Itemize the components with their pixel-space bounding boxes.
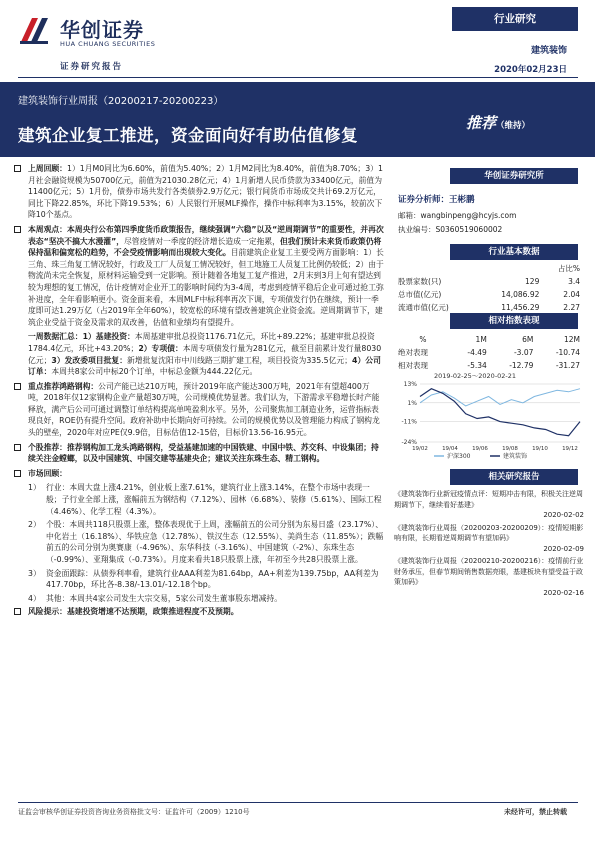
bullet-icon xyxy=(14,444,21,451)
section-label: 重点推荐鸿路钢构： xyxy=(28,381,99,391)
risk-warning xyxy=(14,606,384,618)
cell: -3.07 xyxy=(513,348,534,357)
market-item xyxy=(14,519,384,565)
row-label: 相对表现 xyxy=(398,361,428,370)
header-cell: 1M xyxy=(475,335,487,344)
cell: -4.49 xyxy=(467,348,487,357)
cell: 129 xyxy=(525,277,540,286)
chart-ticks xyxy=(401,381,577,460)
x-tick-label: 19/12 xyxy=(562,446,578,452)
industry-label: 建筑装饰 xyxy=(530,46,567,56)
analyst-email: 邮箱：wangbinpeng@hcyjs.com xyxy=(398,211,517,220)
cell: 14,086.92 xyxy=(501,290,540,299)
related-report-date: 2020-02-16 xyxy=(543,588,584,597)
company-logo xyxy=(18,14,52,48)
analyst xyxy=(398,193,475,205)
item-text: 本周专项债发行量为281亿元，截至目前累计发行量8030亿元； xyxy=(28,343,382,365)
table-row xyxy=(396,276,582,287)
banner-subtitle: 建筑装饰行业周报（20200217-20200223） xyxy=(18,96,224,107)
header-cell: 6M xyxy=(522,335,534,344)
last-week-review xyxy=(14,163,384,221)
row-label: 流通市值(亿元) xyxy=(398,303,449,312)
related-report-item[interactable] xyxy=(394,523,584,555)
row-label: 绝对表现 xyxy=(398,348,428,357)
y-tick-label: 13% xyxy=(403,381,417,388)
x-tick-label: 19/08 xyxy=(502,446,518,452)
emphasis-text: 本周央行公布第四季度货币政策报告，继续强调“六稳”以及“逆周期调节”的重要性，并再次表态“坚决不搞大水漫灌”， xyxy=(28,224,384,246)
series-line-0 xyxy=(420,389,580,406)
section-label: 风险提示： xyxy=(28,607,67,617)
section-label: 本周观点： xyxy=(28,224,67,234)
header-cell xyxy=(396,263,477,274)
y-tick-label: 1% xyxy=(407,399,417,407)
section-text: 目前建筑企业复工主要受两方面影响：1）长三角、珠三角复工情况较好，行政及工厂人员复工情况较好，但工地施工人员复工比例仍较低；2）由于物流尚未完全恢复，原材料运输受到一定影响。预计随着各地复工复产推进，2月末到3月上旬有望达到较为理想的复工情况，估计疫情对企业开工的影响时间约为3-4周，考虑到疫情平稳后企业可通过抢工弥补进度，全年看影响更小。资金面来看，本周MLF中标利率再次下调，专项债发行仍在继续，预计一季度即可达1.29万亿（占2019年全年60%），较宽松的环境有望改善建筑企业资金流。逆周期调节下，建筑企业受益于资金及需求的双改善，估值和业绩均有望提升。 xyxy=(28,248,384,327)
section-label: 市场回顾： xyxy=(28,468,67,478)
section-label: 一周数据汇总： xyxy=(28,332,83,342)
section-text: 基建投资增速不达预期，政策推进程度不及预期。 xyxy=(66,607,239,617)
analyst-cert: 执业编号：S0360519060002 xyxy=(398,225,503,234)
market-review xyxy=(14,468,384,480)
related-research-bar: 相关研究报告 xyxy=(450,469,578,485)
footer-divider xyxy=(18,802,578,803)
item-text: 新增批复沈阳市中川线路三期扩建工程，项目投资为335.5亿元； xyxy=(127,355,353,365)
analyst-name: 王彬鹏 xyxy=(449,195,475,205)
basic-data-table xyxy=(394,261,584,315)
related-report-date: 2020-02-09 xyxy=(543,544,584,553)
table-row xyxy=(396,289,582,300)
table-row xyxy=(396,302,582,313)
y-tick-label: -11% xyxy=(401,418,417,426)
section-text: 尽管疫情对一季度的经济增长造成一定拖累， xyxy=(124,236,280,246)
emphasis-text: 但我们预计未来货币政策仍将保持温和偏宽松的趋势，不会受疫情影响而出现较大变化。 xyxy=(28,236,382,258)
y-tick-label: -24% xyxy=(401,439,417,446)
cell: -12.79 xyxy=(509,361,534,370)
stock-recommendation xyxy=(14,442,384,465)
research-team-bar: 华创证券研究所 xyxy=(450,168,578,184)
market-item xyxy=(14,593,384,605)
report-title: 建筑企业复工推进，资金面向好有助估值修复 xyxy=(18,126,358,145)
key-recommendation xyxy=(14,381,384,439)
report-type: 证券研究报告 xyxy=(60,62,124,72)
x-tick-label: 19/02 xyxy=(412,446,428,452)
section-text: 1）1月M0同比为6.60%，前值为5.40%；2）1月M2同比为8.40%，前值为8.70%；3）1月社会融资规模为50700亿元，前值为21030.28亿元；4）1月新增人民币贷款为33400亿元，前值为11400亿元；5）1月份，债券市场共发行各类债券2.9万亿元；银行间货币市场成交共计69.2万亿元，同比下降22.85%，环比下降19.53%；6）人民银行开展MLF操作，操作中标利率为3.15%，较前次下降10个基点。 xyxy=(28,164,383,220)
table-header xyxy=(396,334,582,345)
relative-performance-chart xyxy=(394,370,584,462)
cell: -10.74 xyxy=(555,348,580,357)
report-category-tag: 行业研究 xyxy=(452,7,578,31)
section-label: 上周回顾： xyxy=(28,164,67,173)
analyst-label: 证券分析师： xyxy=(398,195,450,205)
item-number: 1） xyxy=(28,483,41,493)
weekly-data-summary xyxy=(14,331,384,377)
x-tick-label: 19/10 xyxy=(532,446,548,452)
table-header xyxy=(396,263,582,274)
header-cell: % xyxy=(419,335,427,344)
related-report-title[interactable]: 《建筑装饰行业新冠疫情点评：短期冲击有限，积极关注逆周期调节下，继续看好基建》 xyxy=(394,490,583,509)
footer-license: 证监会审核华创证券投资咨询业务资格批文号：证监许可（2009）1210号 xyxy=(18,808,250,816)
chart-date-range: 2019-02-25～2020-02-21 xyxy=(434,372,517,380)
item-text: 个股：本周共118只股票上涨，整体表现优于上周，涨幅前五的公司分别为东易日盛（23.17%）、中化岩土（16.18%）、华铁应急（12.78%）、铁汉生态（12.55%）、美尚生态（11.85%）；跌幅前五的公司分别为奥赛康（-4.96%）、东华科技（-3.16%）、中国建筑（-2%）、东珠生态（-0.99%）、亚翔集成（-0.73%）。月度来看共18只股票上涨，年初至今共28只股票上涨。 xyxy=(46,520,384,564)
item-label: 2）专项债： xyxy=(138,343,183,353)
related-report-title[interactable]: 《建筑装饰行业周报（20200210-20200216）：疫情前行业财务承压，但春节期间销售数据亮眼，基建板块有望受益于政策加码》 xyxy=(394,557,584,586)
rating-note: （维持） xyxy=(496,121,531,131)
cell: -5.34 xyxy=(467,361,487,370)
bullet-icon xyxy=(14,470,21,477)
legend-label: 沪深300 xyxy=(447,453,471,460)
item-text: 本周基建审批总投资1176.71亿元，环比+89.22%；基建审批总投资1784.4亿元，环比+43.20%； xyxy=(28,332,375,353)
header-cell: 12M xyxy=(563,335,580,344)
related-research-list xyxy=(394,489,584,600)
item-number: 4） xyxy=(28,593,41,603)
item-text: 其他：本周共4家公司发生大宗交易，5家公司发生董事股东增减持。 xyxy=(46,593,283,603)
summary-column xyxy=(14,163,384,621)
section-text: 推荐钢构加工龙头鸿路钢构，受益基建加速的中国铁建、中国中铁、苏交科、中设集团；持续关注金螳螂，以及中国建筑、中国交建等基建央企；建议关注东珠生态、精工钢构。 xyxy=(28,442,379,464)
item-text: 行业：本周大盘上涨4.21%，创业板上涨7.61%，建筑行业上涨3.14%，在整个市场中表现一般；子行业全部上涨，涨幅前五为钢结构（7.12%）、园林（6.68%）、装修（5.61%）、国际工程（4.46%）、化学工程（4.3%）。 xyxy=(46,483,382,516)
footer-copyright: 未经许可，禁止转载 xyxy=(504,808,567,816)
item-number: 3） xyxy=(28,568,41,578)
rating xyxy=(466,112,530,133)
related-report-item[interactable] xyxy=(394,556,584,598)
brand-english-name: HUA CHUANG SECURITIES xyxy=(60,40,156,48)
item-label: 4）公司订单： xyxy=(28,355,381,377)
relative-performance-bar: 相对指数表现 xyxy=(450,313,578,329)
cell: 2.04 xyxy=(563,290,580,299)
section-label: 个股推荐： xyxy=(28,442,67,452)
header-divider xyxy=(18,77,578,78)
x-tick-label: 19/06 xyxy=(472,446,488,452)
row-label: 总市值(亿元) xyxy=(398,290,442,299)
related-report-item[interactable] xyxy=(394,489,584,521)
relative-performance-table xyxy=(394,332,584,373)
section-text: 公司产能已达210万吨，预计2019年底产能达300万吨，2021年有望超400万吨，2018年仅12家钢构企业产量超30万吨，公司规模优势显著。我们认为，下游需求平稳增长时产能释放，满产后公司可通过调整订单结构提高单吨盈利水平。另外，公司聚焦加工制造业务，运营指标表现良好，ROE仍有提升空间。政府补助中长期向好可持续。公司的规模优势以及管理能力构成了钢构龙头的壁垒，2020年对应PE仅9.9倍，目标估值12-15倍，目标价13.56-16.95元。 xyxy=(28,381,380,438)
header-cell xyxy=(479,263,541,274)
cell: 3.4 xyxy=(568,277,580,286)
report-date: 2020年02月23日 xyxy=(494,65,567,75)
series-line-1 xyxy=(420,389,580,436)
table-row xyxy=(396,347,582,358)
item-label: 3）发改委项目批复： xyxy=(51,355,127,365)
row-label: 股票家数(只) xyxy=(398,277,442,286)
related-report-title[interactable]: 《建筑装饰行业周报（20200203-20200209）：疫情短期影响有限，长期看逆周期调节有望加码》 xyxy=(394,523,584,542)
item-label: 1）基建投资： xyxy=(82,332,135,342)
related-report-date: 2020-02-02 xyxy=(543,511,584,519)
item-number: 2） xyxy=(28,520,41,530)
cell: 11,456.29 xyxy=(501,303,540,312)
item-text: 本周共8家公司中标20个订单，中标总金额为444.22亿元。 xyxy=(51,367,258,377)
item-text: 资金面跟踪：从债券利率看，建筑行业AAA利差为81.64bp，AA+利差为139.75bp，AA利差为417.70bp，环比各-8.38/-13.01/-12.18个bp。 xyxy=(46,568,379,590)
rating-value: 推荐 xyxy=(466,114,497,132)
bullet-icon xyxy=(14,226,21,233)
cell: -31.27 xyxy=(555,361,580,370)
bullet-icon xyxy=(14,383,21,390)
bullet-icon xyxy=(14,608,21,615)
legend-label: 建筑装饰 xyxy=(503,453,528,460)
brand-name: 华创证券 xyxy=(60,18,144,42)
header-cell: 占比% xyxy=(557,264,580,273)
cell: 2.27 xyxy=(563,303,580,312)
weekly-view xyxy=(14,224,384,328)
x-tick-label: 19/04 xyxy=(442,446,458,452)
chart-series xyxy=(420,389,580,436)
market-item xyxy=(14,482,384,517)
basic-data-bar: 行业基本数据 xyxy=(450,244,578,260)
market-item xyxy=(14,568,384,591)
bullet-icon xyxy=(14,165,21,172)
